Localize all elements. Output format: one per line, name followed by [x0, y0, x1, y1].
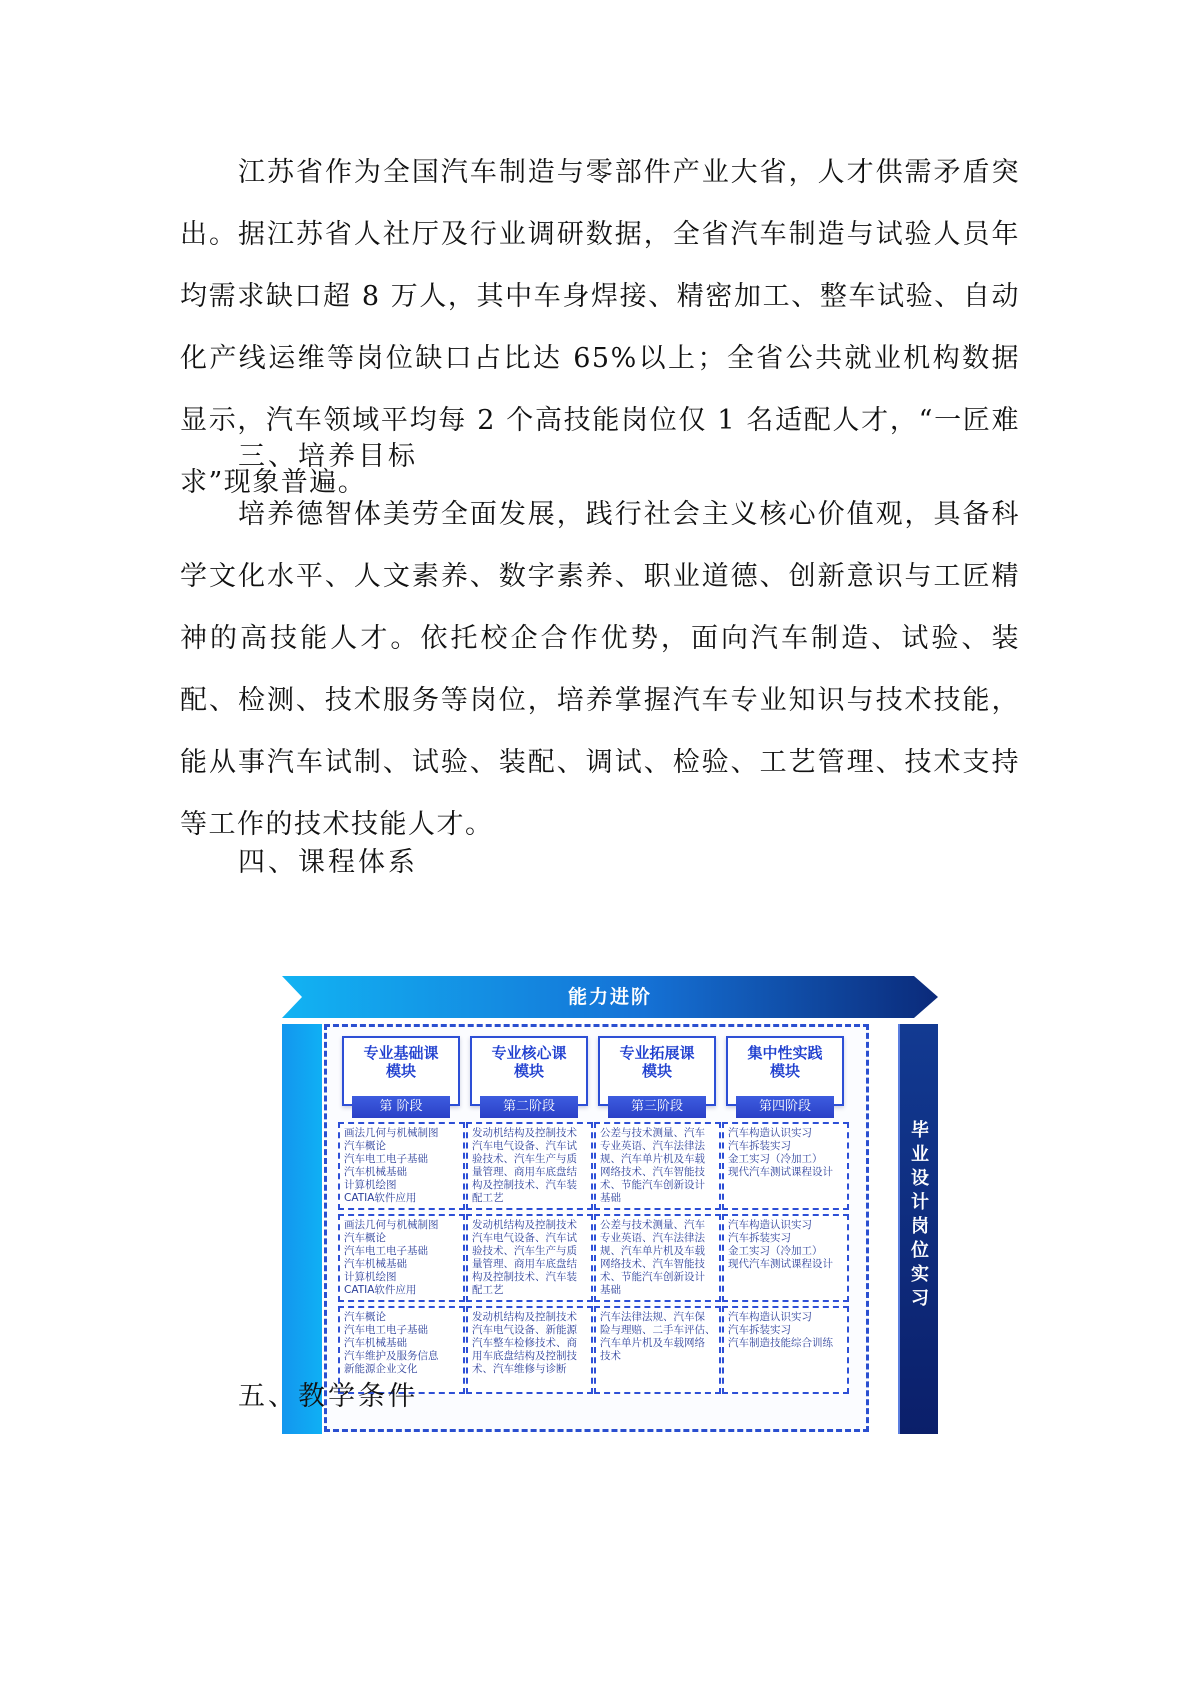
course-cell	[722, 1122, 849, 1210]
course-line: 构及控制技术、汽车装	[472, 1271, 577, 1283]
right-bar-char: 计	[911, 1192, 929, 1213]
course-line: 公差与技术测量、汽车	[600, 1219, 705, 1231]
course-line: 规、汽车单片机及车载	[600, 1153, 705, 1165]
course-line: 汽车机械基础	[344, 1337, 407, 1349]
course-line: 术、汽车维修与诊断	[472, 1363, 567, 1375]
course-cell	[594, 1306, 721, 1394]
course-line: 汽车拆装实习	[728, 1324, 791, 1336]
stage-badge: 第四阶段	[736, 1096, 834, 1118]
course-cell	[722, 1306, 849, 1394]
course-line: 规、汽车单片机及车载	[600, 1245, 705, 1257]
stage-badge: 第三阶段	[608, 1096, 706, 1118]
course-line: 汽车电气设备、汽车试	[472, 1140, 577, 1152]
course-line: 汽车拆装实习	[728, 1232, 791, 1244]
course-line: 画法几何与机械制图	[344, 1219, 439, 1231]
heading-curriculum-system: 四、课程体系	[238, 847, 418, 878]
left-accent-bar	[282, 1024, 322, 1434]
course-line: 汽车法律法规、汽车保	[600, 1311, 705, 1323]
course-line: 现代汽车测试课程设计	[728, 1166, 833, 1178]
course-line: 汽车概论	[344, 1232, 386, 1244]
course-line: 汽车机械基础	[344, 1258, 407, 1270]
course-cell	[466, 1306, 593, 1394]
right-bar-char: 毕	[911, 1120, 929, 1141]
course-line: 汽车拆装实习	[728, 1140, 791, 1152]
course-line: 汽车构造认识实习	[728, 1311, 812, 1323]
course-line: 汽车构造认识实习	[728, 1127, 812, 1139]
course-line: 验技术、汽车生产与质	[472, 1245, 577, 1257]
right-bar-char: 设	[911, 1168, 929, 1189]
right-bar-char: 岗	[911, 1216, 929, 1237]
module-title: 专业拓展课 模块	[619, 1044, 695, 1080]
paragraph-talent-demand: 江苏省作为全国汽车制造与零部件产业大省，人才供需矛盾突出。据江苏省人社厅及行业调研数据，全省汽车制造与试验人员年均需求缺口超 8 万人，其中车身焊接、精密加工、整车试验、自动化产线运维等岗位缺口占比达 65%以上；全省公共就业机构数据显示，汽车领域平均每 2 个高技能岗位仅 1 名适配人才，“一匠难求”现象普遍。	[180, 157, 1020, 498]
course-line: 汽车电工电子基础	[344, 1153, 428, 1165]
module-title: 集中性实践 模块	[747, 1044, 823, 1080]
course-line: 发动机结构及控制技术	[472, 1127, 577, 1139]
course-line: 汽车电气设备、汽车试	[472, 1232, 577, 1244]
course-line: 汽车机械基础	[344, 1166, 407, 1178]
course-line: 画法几何与机械制图	[344, 1127, 439, 1139]
course-line: CATIA软件应用	[344, 1284, 417, 1296]
course-line: 网络技术、汽车智能技	[600, 1258, 705, 1270]
course-line: 构及控制技术、汽车装	[472, 1179, 577, 1191]
paragraph-training-goals: 培养德智体美劳全面发展，践行社会主义核心价值观，具备科学文化水平、人文素养、数字素养、职业道德、创新意识与工匠精神的高技能人才。依托校企合作优势，面向汽车制造、试验、装配、检测、技术服务等岗位，培养掌握汽车专业知识与技术技能，能从事汽车试制、试验、装配、调试、检验、工艺管理、技术支持等工作的技术技能人才。	[180, 499, 1020, 840]
module-title: 专业核心课 模块	[491, 1044, 567, 1080]
course-line: 汽车电气设备、新能源	[472, 1324, 577, 1336]
course-line: 新能源企业文化	[344, 1363, 418, 1375]
course-line: 术、节能汽车创新设计	[600, 1179, 705, 1191]
course-line: 公差与技术测量、汽车	[600, 1127, 705, 1139]
course-line: 汽车电工电子基础	[344, 1245, 428, 1257]
course-cell	[722, 1214, 849, 1302]
course-line: 专业英语、汽车法律法	[600, 1140, 705, 1152]
course-line: 汽车概论	[344, 1140, 386, 1152]
course-line: 汽车整车检修技术、商	[472, 1337, 577, 1349]
stage-badge: 第二阶段	[480, 1096, 578, 1118]
module-title: 专业基础课 模块	[363, 1044, 439, 1080]
course-line: 专业英语、汽车法律法	[600, 1232, 705, 1244]
course-line: 汽车构造认识实习	[728, 1219, 812, 1231]
banner-label: 能力进阶	[567, 986, 652, 1008]
graduation-internship-bar	[898, 1024, 938, 1434]
stage-badge: 第 阶段	[352, 1096, 450, 1118]
course-line: 量管理、商用车底盘结	[472, 1258, 577, 1270]
curriculum-diagram	[282, 976, 938, 1434]
course-line: 发动机结构及控制技术	[472, 1219, 577, 1231]
right-bar-char: 位	[911, 1240, 929, 1261]
course-line: 险与理赔、二手车评估、	[600, 1324, 715, 1336]
course-cell	[594, 1214, 721, 1302]
course-line: 汽车单片机及车载网络	[600, 1337, 705, 1349]
course-line: 汽车制造技能综合训练	[728, 1337, 833, 1349]
course-line: 汽车电工电子基础	[344, 1324, 428, 1336]
course-line: 配工艺	[472, 1192, 504, 1204]
course-line: 配工艺	[472, 1284, 504, 1296]
course-line: 发动机结构及控制技术	[472, 1311, 577, 1323]
course-line: 用车底盘结构及控制技	[472, 1350, 577, 1362]
course-line: 术、节能汽车创新设计	[600, 1271, 705, 1283]
course-line: 验技术、汽车生产与质	[472, 1153, 577, 1165]
course-cell	[466, 1214, 593, 1302]
course-line: CATIA软件应用	[344, 1192, 417, 1204]
course-line: 计算机绘图	[344, 1271, 397, 1283]
course-cell	[338, 1214, 465, 1302]
course-line: 现代汽车测试课程设计	[728, 1258, 833, 1270]
course-line: 汽车概论	[344, 1311, 386, 1323]
course-line: 基础	[600, 1284, 621, 1296]
course-line: 金工实习（冷加工）	[728, 1245, 823, 1257]
right-bar-char: 习	[911, 1288, 929, 1309]
course-line: 量管理、商用车底盘结	[472, 1166, 577, 1178]
heading-training-goals: 三、培养目标	[238, 441, 418, 472]
course-line: 计算机绘图	[344, 1179, 397, 1191]
course-cell	[466, 1122, 593, 1210]
graduation-internship-label	[900, 1119, 940, 1311]
course-line: 汽车维护及服务信息	[344, 1350, 439, 1362]
right-bar-char: 实	[911, 1264, 929, 1285]
course-cell	[338, 1122, 465, 1210]
course-line: 网络技术、汽车智能技	[600, 1166, 705, 1178]
right-bar-char: 业	[911, 1144, 929, 1165]
course-cell	[594, 1122, 721, 1210]
course-line: 基础	[600, 1192, 621, 1204]
heading-teaching-conditions: 五、教学条件	[238, 1381, 418, 1412]
course-line: 金工实习（冷加工）	[728, 1153, 823, 1165]
course-line: 技术	[600, 1350, 621, 1362]
